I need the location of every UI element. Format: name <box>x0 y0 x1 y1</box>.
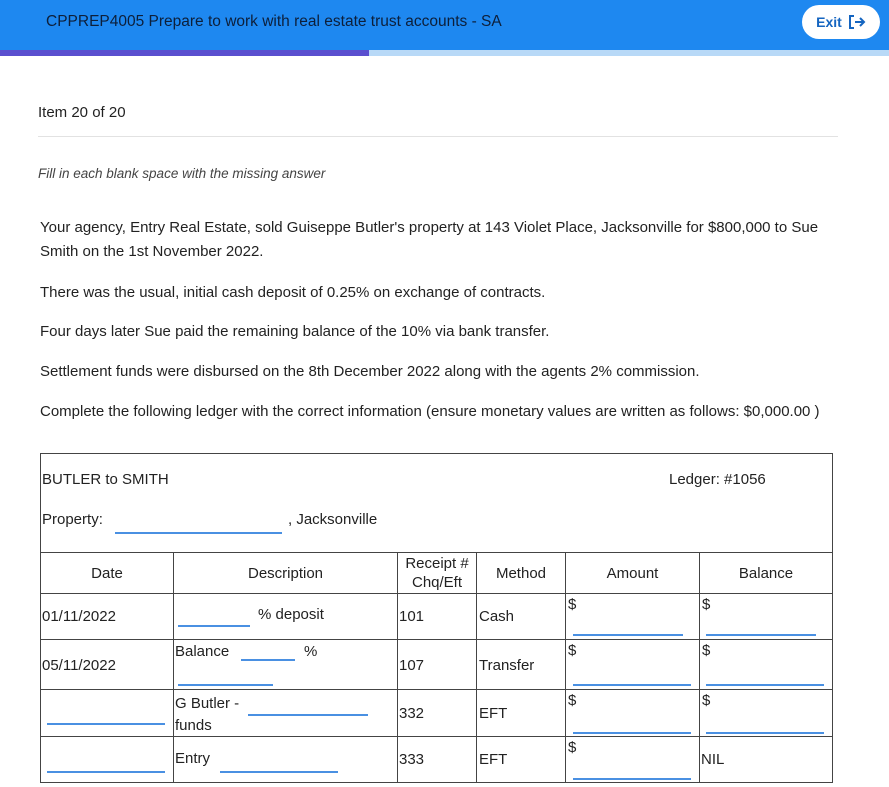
row-description <box>174 640 398 690</box>
balance-input[interactable] <box>706 714 824 734</box>
row-receipt <box>398 737 477 782</box>
method-text: EFT <box>479 751 508 768</box>
task-paragraph: Complete the following ledger with the correct information (ensure monetary values are written as follows: $0,000.00 ) <box>40 403 820 420</box>
description-text: funds <box>175 717 212 734</box>
balance-input[interactable] <box>706 616 816 636</box>
amount-input[interactable] <box>573 666 691 686</box>
property-address-input[interactable] <box>115 516 282 534</box>
exit-icon <box>848 14 866 30</box>
table-row <box>41 594 174 640</box>
row-date: 01/11/2022 <box>42 608 116 625</box>
amount-input[interactable] <box>573 714 691 734</box>
row-receipt <box>398 594 477 640</box>
row-method <box>477 640 566 690</box>
deposit-percent-input[interactable] <box>178 608 250 627</box>
receipt-number: 332 <box>399 705 425 722</box>
row-amount <box>566 594 700 640</box>
progress-fill <box>0 50 369 56</box>
column-header-description: Description <box>174 553 398 594</box>
ledger-number: Ledger: #1056 <box>669 471 766 488</box>
scenario-paragraph: Your agency, Entry Real Estate, sold Guiseppe Butler's property at 143 Violet Place, Jacksonville for $800,000 to Sue Smith on the 1st November 2022. <box>40 219 819 260</box>
row-date: 05/11/2022 <box>42 657 116 674</box>
row-balance <box>700 737 832 782</box>
dollar-sign: $ <box>702 596 711 613</box>
commission-description-input[interactable] <box>220 753 338 773</box>
funds-description-input[interactable] <box>248 696 368 716</box>
balance-input[interactable] <box>706 666 824 686</box>
table-row <box>41 640 174 690</box>
balance-description-input[interactable] <box>178 667 273 686</box>
method-text: Cash <box>479 608 515 625</box>
amount-input[interactable] <box>573 760 691 780</box>
balance-percent-input[interactable] <box>241 642 295 661</box>
top-bar <box>0 0 889 50</box>
dollar-sign: $ <box>568 739 577 756</box>
table-row <box>41 737 174 782</box>
column-header-balance: Balance <box>700 553 832 594</box>
date-input[interactable] <box>47 753 165 773</box>
ledger-parties: BUTLER to SMITH <box>42 471 169 488</box>
column-header-amount: Amount <box>566 553 700 594</box>
property-label: Property: <box>42 511 103 528</box>
receipt-number: 101 <box>399 608 425 625</box>
scenario-paragraph: Settlement funds were disbursed on the 8th December 2022 along with the agents 2% commission. <box>40 363 700 380</box>
description-text: Balance <box>175 643 230 660</box>
row-receipt <box>398 690 477 737</box>
row-amount <box>566 737 700 782</box>
row-amount <box>566 640 700 690</box>
dollar-sign: $ <box>568 596 577 613</box>
row-method <box>477 690 566 737</box>
scenario-paragraph: Four days later Sue paid the remaining balance of the 10% via bank transfer. <box>40 323 550 340</box>
method-text: Transfer <box>479 657 535 674</box>
method-text: EFT <box>479 705 508 722</box>
instruction-text: Fill in each blank space with the missing answer <box>38 166 326 181</box>
row-method <box>477 594 566 640</box>
dollar-sign: $ <box>702 642 711 659</box>
item-counter: Item 20 of 20 <box>38 104 126 121</box>
balance-value: NIL <box>701 751 725 768</box>
dollar-sign: $ <box>702 692 711 709</box>
amount-input[interactable] <box>573 616 683 636</box>
row-description <box>174 594 398 640</box>
progress-bar <box>0 50 889 56</box>
row-method <box>477 737 566 782</box>
divider <box>38 136 838 137</box>
row-receipt <box>398 640 477 690</box>
row-description <box>174 690 398 737</box>
description-text: Entry <box>175 750 211 767</box>
row-amount <box>566 690 700 737</box>
scenario-paragraph: There was the usual, initial cash deposit of 0.25% on exchange of contracts. <box>40 284 546 301</box>
exit-label: Exit <box>816 14 842 30</box>
dollar-sign: $ <box>568 642 577 659</box>
row-description <box>174 737 398 782</box>
course-title: CPPREP4005 Prepare to work with real estate trust accounts - SA <box>46 13 502 30</box>
column-header-date: Date <box>41 553 174 594</box>
property-suffix: , Jacksonville <box>288 511 378 528</box>
description-text: G Butler - <box>175 695 240 712</box>
description-text: % <box>304 643 318 660</box>
column-header-receipt: Receipt # Chq/Eft <box>398 553 477 594</box>
ledger-table <box>40 453 833 783</box>
receipt-number: 333 <box>399 751 425 768</box>
column-header-method: Method <box>477 553 566 594</box>
exit-button[interactable] <box>802 5 880 39</box>
receipt-number: 107 <box>399 657 425 674</box>
ledger-header <box>41 454 832 553</box>
date-input[interactable] <box>47 705 165 725</box>
row-balance <box>700 690 832 737</box>
row-balance <box>700 594 832 640</box>
row-balance <box>700 640 832 690</box>
dollar-sign: $ <box>568 692 577 709</box>
table-row <box>41 690 174 737</box>
description-text: % deposit <box>258 606 324 623</box>
